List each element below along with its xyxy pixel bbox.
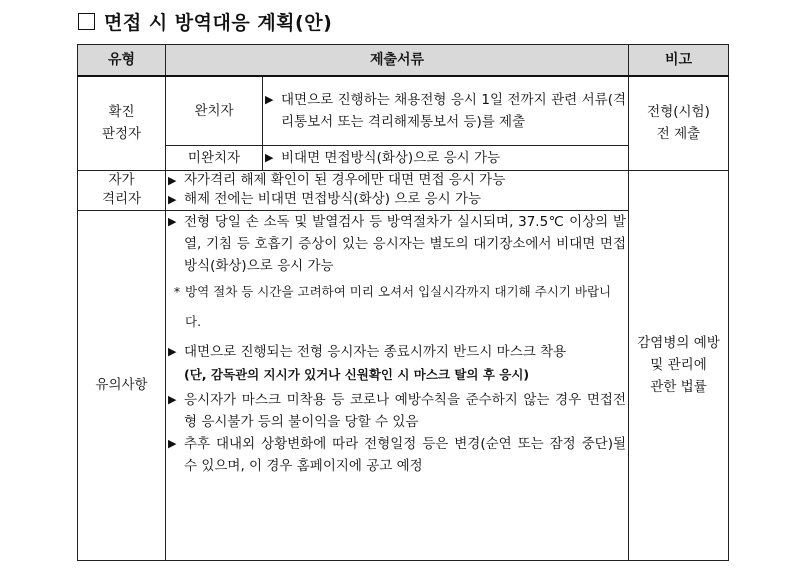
table-row: [78, 76, 729, 145]
cell-notes: [166, 210, 629, 560]
cell-uncured: [263, 145, 629, 170]
bullet-arrow-icon: ▶: [168, 436, 177, 450]
remark-law: 감염병의 예방 및 관리에 관한 법률: [629, 170, 729, 560]
type-confirmed: 확진 판정자: [78, 76, 166, 170]
type-selfquarantine: 자가 격리자: [78, 170, 166, 210]
bullet-arrow-icon: ▶: [168, 174, 177, 187]
label-uncured: 미완치자: [166, 145, 263, 170]
header-docs: 제출서류: [166, 45, 629, 77]
header-row: [78, 45, 729, 77]
cell-cured: [263, 76, 629, 145]
notes-item-2-bold: (단, 감독관의 지시가 있거나 신원확인 시 마스크 탈의 후 응시): [184, 366, 530, 382]
bullet-arrow-icon: ▶: [168, 344, 177, 358]
header-type: 유형: [78, 45, 166, 77]
remark-confirmed: 전형(시험) 전 제출: [629, 76, 729, 170]
sq-item-1: 자가격리 해제 확인이 된 경우에만 대면 면접 응시 가능: [184, 172, 506, 188]
bullet-arrow-icon: ▶: [168, 392, 177, 406]
text-cured: 대면으로 진행하는 채용전형 응시 1일 전까지 관련 서류(격리통보서 또는 격리해제통보서 등)를 제출: [281, 91, 627, 130]
title-text: 면접 시 방역대응 계획(안): [104, 12, 333, 34]
quarantine-plan-table: [77, 44, 729, 561]
page-title: [78, 8, 332, 35]
checkbox-square-icon: [78, 13, 95, 30]
sq-item-2: 해제 전에는 비대면 면접방식(화상) 으로 응시 가능: [184, 191, 482, 207]
notes-item-1: 전형 당일 손 소독 및 발열검사 등 방역절차가 실시되며, 37.5℃ 이상의 발열, 기침 등 호흡기 증상이 있는 응시자는 별도의 대기장소에서 비대면 면접방식(화상)으로 응시 가능: [184, 213, 627, 274]
bullet-arrow-icon: ▶: [168, 214, 177, 228]
notes-item-3: 응시자가 마스크 미착용 등 코로나 예방수칙을 준수하지 않는 경우 면접전형 응시불가 등의 불이익을 당할 수 있음: [184, 391, 627, 430]
notes-item-2: 대면으로 진행되는 전형 응시자는 종료시까지 반드시 마스크 착용: [184, 343, 567, 360]
cell-selfquarantine: [166, 170, 629, 210]
asterisk-mark: *: [173, 283, 181, 299]
bullet-arrow-icon: ▶: [265, 92, 274, 106]
notes-note: 방역 절차 등 시간을 고려하여 미리 오셔서 입실시각까지 대기해 주시기 바랍니다.: [185, 283, 612, 329]
header-remark: 비고: [629, 45, 729, 77]
bullet-arrow-icon: ▶: [265, 150, 274, 164]
label-cured: 완치자: [166, 76, 263, 145]
type-notes: 유의사항: [78, 210, 166, 560]
bullet-arrow-icon: ▶: [168, 193, 177, 206]
notes-item-4: 추후 대내외 상황변화에 따라 전형일정 등은 변경(순연 또는 잠정 중단)될 수 있으며, 이 경우 홈페이지에 공고 예정: [184, 435, 627, 474]
text-uncured: 비대면 면접방식(화상)으로 응시 가능: [281, 149, 501, 166]
table-row: [78, 170, 729, 210]
